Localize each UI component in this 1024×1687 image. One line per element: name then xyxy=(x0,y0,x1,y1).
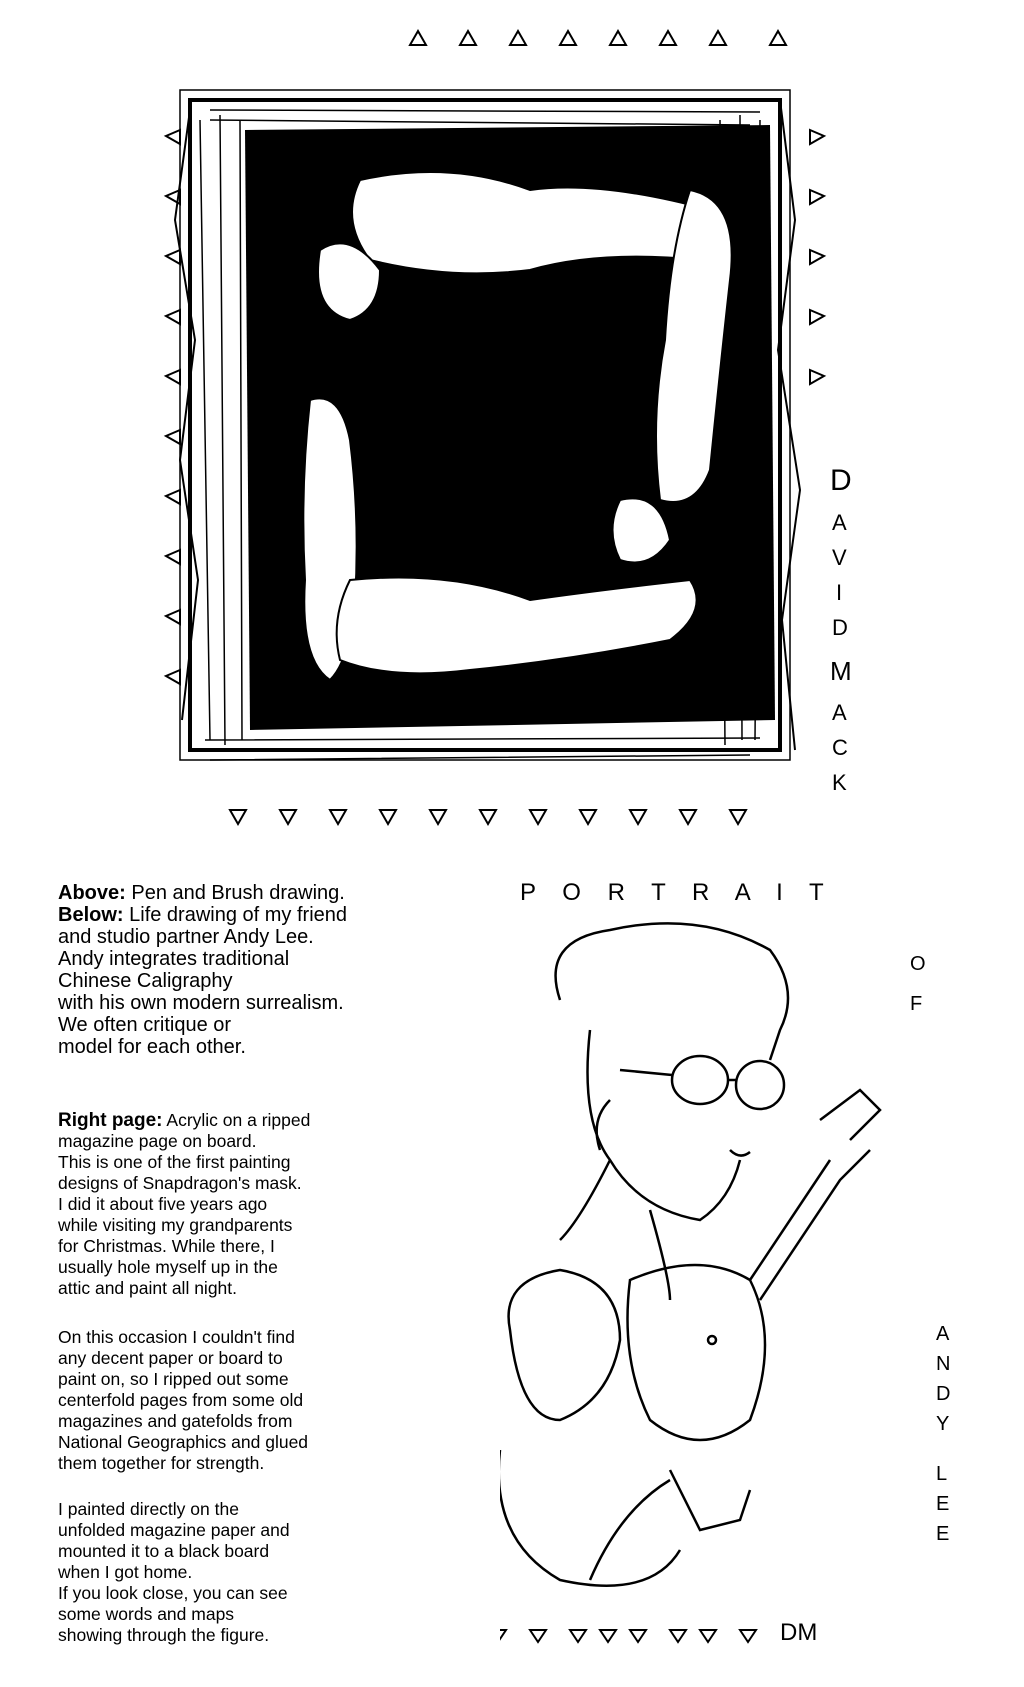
below-line: We often critique or xyxy=(58,1014,232,1036)
above-label: Above: xyxy=(58,882,126,904)
paragraph-line: some words and maps xyxy=(58,1604,235,1624)
pen-and-brush-drawing xyxy=(150,20,890,850)
svg-text:L: L xyxy=(936,1463,948,1485)
above-text: Pen and Brush drawing. xyxy=(131,882,345,904)
svg-text:N: N xyxy=(936,1353,951,1375)
below-line: model for each other. xyxy=(58,1036,246,1058)
paragraph-painted-directly xyxy=(58,1499,458,1646)
right-line: for Christmas. While there, I xyxy=(58,1236,275,1256)
right-line-1: Acrylic on a ripped xyxy=(166,1110,311,1130)
below-line: Chinese Caligraphy xyxy=(58,970,233,992)
svg-text:A: A xyxy=(832,510,847,535)
caption-above-below xyxy=(58,882,458,1058)
paragraph-line: I painted directly on the xyxy=(58,1499,239,1519)
svg-text:A: A xyxy=(936,1323,950,1345)
portrait-line-drawing xyxy=(500,860,980,1660)
below-line: with his own modern surrealism. xyxy=(58,992,344,1014)
right-line: while visiting my grandparents xyxy=(58,1215,293,1235)
right-line: usually hole myself up in the xyxy=(58,1257,278,1277)
below-label: Below: xyxy=(58,904,124,926)
below-line: and studio partner Andy Lee. xyxy=(58,926,314,948)
right-line: magazine page on board. xyxy=(58,1131,257,1151)
svg-text:E: E xyxy=(936,1523,950,1545)
paragraph-occasion xyxy=(58,1327,458,1474)
svg-text:A: A xyxy=(832,700,847,725)
right-line: attic and paint all night. xyxy=(58,1278,238,1298)
svg-text:D: D xyxy=(936,1383,951,1405)
below-line: Andy integrates traditional xyxy=(58,948,290,970)
paragraph-line: unfolded magazine paper and xyxy=(58,1520,290,1540)
paragraph-line: magazines and gatefolds from xyxy=(58,1411,293,1431)
svg-text:O: O xyxy=(910,953,926,975)
paragraph-line: National Geographics and glued xyxy=(58,1432,309,1452)
artist-signature-vertical xyxy=(830,464,852,795)
paragraph-line: paint on, so I ripped out some xyxy=(58,1369,289,1389)
title-of-vertical xyxy=(910,953,926,1015)
figure-lines xyxy=(500,923,880,1585)
right-line: This is one of the first painting xyxy=(58,1152,291,1172)
svg-text:I: I xyxy=(836,580,843,605)
svg-text:C: C xyxy=(832,735,848,760)
paragraph-line: mounted it to a black board xyxy=(58,1541,270,1561)
portrait-title: P O R T R A I T xyxy=(520,879,834,906)
sig-d: D xyxy=(830,464,852,497)
right-line: designs of Snapdragon's mask. xyxy=(58,1173,302,1193)
svg-text:E: E xyxy=(936,1493,950,1515)
artist-initials: DM xyxy=(780,1619,818,1646)
svg-text:V: V xyxy=(832,545,847,570)
right-label: Right page: xyxy=(58,1110,163,1131)
svg-text:D: D xyxy=(832,615,848,640)
below-line-1: Life drawing of my friend xyxy=(129,904,348,926)
svg-text:Y: Y xyxy=(936,1413,950,1435)
paragraph-line: any decent paper or board to xyxy=(58,1348,283,1368)
svg-text:K: K xyxy=(832,770,847,795)
svg-text:F: F xyxy=(910,993,923,1015)
svg-text:M: M xyxy=(830,656,852,686)
right-line: I did it about five years ago xyxy=(58,1194,268,1214)
paragraph-line: them together for strength. xyxy=(58,1453,265,1473)
paragraph-line: when I got home. xyxy=(58,1562,193,1582)
name-vertical xyxy=(936,1323,950,1545)
paragraph-line: centerfold pages from some old xyxy=(58,1390,304,1410)
paragraph-line: If you look close, you can see xyxy=(58,1583,288,1603)
caption-right-page xyxy=(58,1110,458,1299)
triangle-marks-bottom xyxy=(500,1630,756,1642)
paragraph-line: On this occasion I couldn't find xyxy=(58,1327,295,1347)
paragraph-line: showing through the figure. xyxy=(58,1625,270,1645)
